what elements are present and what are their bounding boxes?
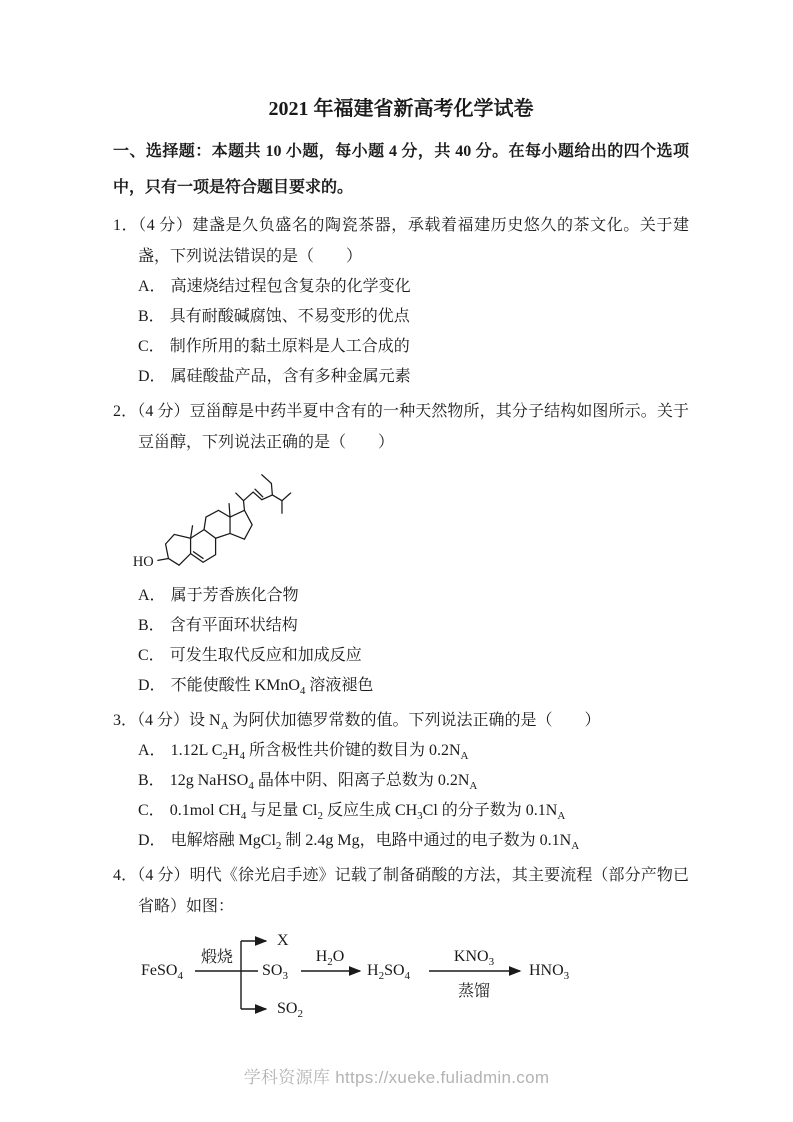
option-text: 高速烧结过程包含复杂的化学变化 <box>170 278 411 295</box>
question-2-option-c <box>138 641 689 671</box>
question-1 <box>113 210 689 392</box>
question-2-stem: 2．（4 分）豆甾醇是中药半夏中含有的一种天然物所，其分子结构如图所示。关于豆甾醇，下列说法正确的是（ ） <box>113 403 689 451</box>
molecule-structure-diagram <box>129 461 689 579</box>
option-label: C． <box>138 338 165 355</box>
option-text: 12g NaHSO$_4$ 晶体中阴、阳离子总数为 $0.2N_A$ <box>169 772 478 793</box>
flow-product-so2: $SO_2$ <box>277 1000 303 1021</box>
option-label: A． <box>138 587 166 604</box>
flow-step-calcination: 煅烧 <box>200 949 233 966</box>
option-text: 具有耐酸碱腐蚀、不易变形的优点 <box>169 308 410 325</box>
question-3-option-a <box>138 736 689 766</box>
question-2-option-a <box>138 581 689 611</box>
option-text: 属硅酸盐产品，含有多种金属元素 <box>170 368 411 385</box>
option-label: B． <box>138 772 165 789</box>
flow-final-hno3: $HNO_3$ <box>529 962 570 983</box>
option-label: D． <box>138 368 166 385</box>
page-title: 2021 年福建省新高考化学试卷 <box>268 98 534 120</box>
option-text: 电解熔融 MgCl$_2$ 制 2.4g Mg，电路中通过的电子数为 $0.1N_A$ <box>170 832 580 853</box>
question-1-option-a <box>138 272 689 302</box>
question-2-option-b <box>138 611 689 641</box>
option-text: 制作所用的黏土原料是人工合成的 <box>169 338 410 355</box>
option-label: B． <box>138 617 165 634</box>
option-label: B． <box>138 308 165 325</box>
question-3 <box>113 705 689 856</box>
option-text: 含有平面环状结构 <box>169 617 298 634</box>
option-label: C． <box>138 802 165 819</box>
question-1-stem: 1．（4 分）建盏是久负盛名的陶瓷茶器，承载着福建历史悠久的茶文化。关于建盏，下列说法错误的是（ ） <box>113 217 689 265</box>
option-text: 可发生取代反应和加成反应 <box>169 647 362 664</box>
option-label: A． <box>138 742 166 759</box>
watermark-footer: 学科资源库 https://xueke.fuliadmin.com <box>243 1068 550 1087</box>
option-label: D． <box>138 677 166 694</box>
option-label: C． <box>138 647 165 664</box>
nitric-acid-flow-diagram <box>141 926 581 1022</box>
option-label: D． <box>138 832 166 849</box>
flow-reactant-feso4: FeSO$_4$ <box>141 962 183 983</box>
question-1-option-c <box>138 332 689 362</box>
question-1-option-d <box>138 362 689 392</box>
flow-intermediate-h2so4: $H_2SO_4$ <box>367 962 411 983</box>
flow-product-so3: $SO_3$ <box>262 962 288 983</box>
question-3-option-b <box>138 766 689 796</box>
question-1-option-b <box>138 302 689 332</box>
flow-step-water: $H_2O$ <box>315 948 345 969</box>
question-3-option-d <box>138 826 689 856</box>
flow-step-distillation: 蒸馏 <box>457 983 490 1000</box>
option-text: 属于芳香族化合物 <box>170 587 299 604</box>
flow-product-x: X <box>277 932 289 949</box>
question-2-option-d <box>138 671 689 701</box>
hydroxyl-group-label: HO <box>132 554 154 571</box>
flow-step-kno3: $KNO_3$ <box>453 948 495 969</box>
question-4-stem: 4．（4 分）明代《徐光启手迹》记载了制备硝酸的方法，其主要流程（部分产物已省略）如图： <box>113 867 689 915</box>
flow-arrows <box>141 926 581 1022</box>
stigmasterol-skeleton-drawing <box>129 461 307 577</box>
question-2 <box>113 396 689 701</box>
question-3-stem: 3．（4 分）设 $N_A$ 为阿伏加德罗常数的值。下列说法正确的是（ ） <box>113 712 601 733</box>
option-label: A． <box>138 278 166 295</box>
document-body <box>113 96 689 1026</box>
option-text: 0.1mol $CH_4$ 与足量 $Cl_2$ 反应生成 $CH_3Cl$ 的分子数为 $0.1N_A$ <box>169 802 566 823</box>
option-text: 不能使酸性 KMnO$_4$ 溶液褪色 <box>170 677 374 698</box>
option-text: 1.12L $C_2H_4$ 所含极性共价键的数目为 $0.2N_A$ <box>170 742 469 763</box>
section-heading: 一、选择题：本题共 10 小题，每小题 4 分，共 40 分。在每小题给出的四个选项中，只有一项是符合题目要求的。 <box>113 143 689 196</box>
question-3-option-c <box>138 796 689 826</box>
question-4 <box>113 860 689 1022</box>
